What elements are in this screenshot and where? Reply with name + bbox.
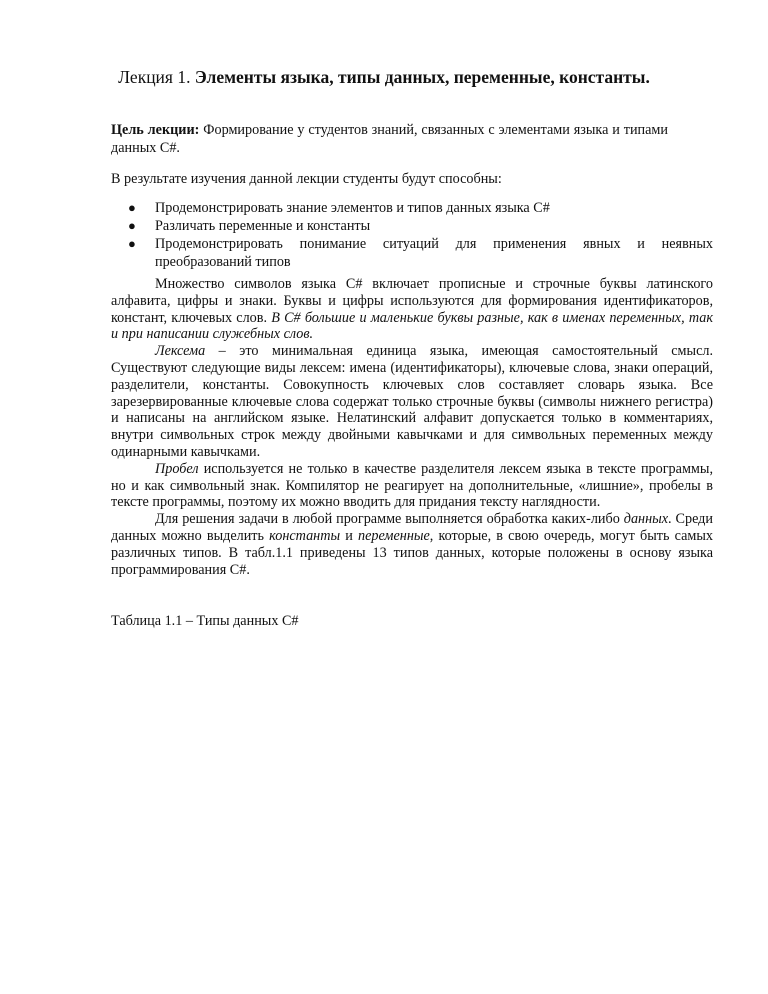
goal-text: Формирование у студентов знаний, связанных с элементами языка и типами данных С#. <box>111 122 668 156</box>
lecture-body <box>111 276 713 578</box>
paragraph-emphasis: В С# большие и маленькие буквы разные, как в именах переменных, так и при написании служебных слов. <box>111 309 713 343</box>
term-lexeme: Лексема <box>155 343 206 360</box>
paragraph-data <box>111 511 713 578</box>
term-variables: переменные <box>358 527 430 544</box>
paragraph-space <box>111 461 713 511</box>
list-item <box>111 217 713 235</box>
list-item <box>111 235 713 271</box>
paragraph-text: Для решения задачи в любой программе выполняется обработка каких-либо <box>155 511 624 528</box>
outcomes-intro: В результате изучения данной лекции студенты будут способны: <box>111 171 502 187</box>
lecture-number: Лекция 1. <box>118 67 195 87</box>
list-item <box>111 199 713 217</box>
paragraph-text: – это минимальная единица языка, имеющая самостоятельный смысл. Существуют следующие виды лексем: имена (идентификаторы), ключевые слова, знаки операций, разделители, константы. Совокупность ключевых слов составляет словарь языка. Все зарезервированные ключевые слова содержат только строчные буквы (символы нижнего регистра) и написаны на английском языке. Нелатинский алфавит допускается только в комментариях, внутри символьных строк между двойными кавычками и для символьных переменных между одинарными кавычками. <box>111 343 713 460</box>
table-caption: Таблица 1.1 – Типы данных С# <box>111 613 299 629</box>
bullet-icon: ● <box>128 218 136 233</box>
lecture-topic: Элементы языка, типы данных, переменные, константы. <box>194 67 650 87</box>
paragraph-text: . Среди данных можно выделить <box>111 511 713 544</box>
lecture-title <box>0 66 768 88</box>
paragraph-text: Множество символов языка С# включает прописные и строчные буквы латинского алфавита, цифры и знаки. Буквы и цифры используются для формирования идентификаторов, констант, ключевых слов. <box>111 276 713 326</box>
goal-label: Цель лекции: <box>111 122 200 138</box>
bullet-icon: ● <box>128 200 136 215</box>
outcomes-list <box>111 199 713 271</box>
outcome-text: Различать переменные и константы <box>155 218 371 234</box>
paragraph-text: , которые, в свою очередь, могут быть самых различных типов. В табл.1.1 приведены 13 типов данных, которые положены в основу языка программирования С#. <box>111 527 713 578</box>
lecture-goal <box>111 121 668 157</box>
term-space: Пробел <box>155 460 199 477</box>
bullet-icon: ● <box>128 236 136 251</box>
paragraph-alphabet <box>111 276 713 343</box>
paragraph-text: и <box>340 527 358 544</box>
outcome-text: Продемонстрировать знание элементов и типов данных языка С# <box>155 200 550 216</box>
paragraph-text: используется не только в качестве разделителя лексем языка в тексте программы, но и как символьный знак. Компилятор не реагирует на дополнительные, «лишние», пробелы в тексте программы, поэтому их можно вводить для придания тексту наглядности. <box>111 460 713 511</box>
paragraph-lexeme <box>111 343 713 461</box>
term-data: данных <box>623 511 669 528</box>
term-constants: константы <box>269 527 341 544</box>
outcome-text: Продемонстрировать понимание ситуаций для применения явных и неявных преобразований типов <box>155 236 713 270</box>
